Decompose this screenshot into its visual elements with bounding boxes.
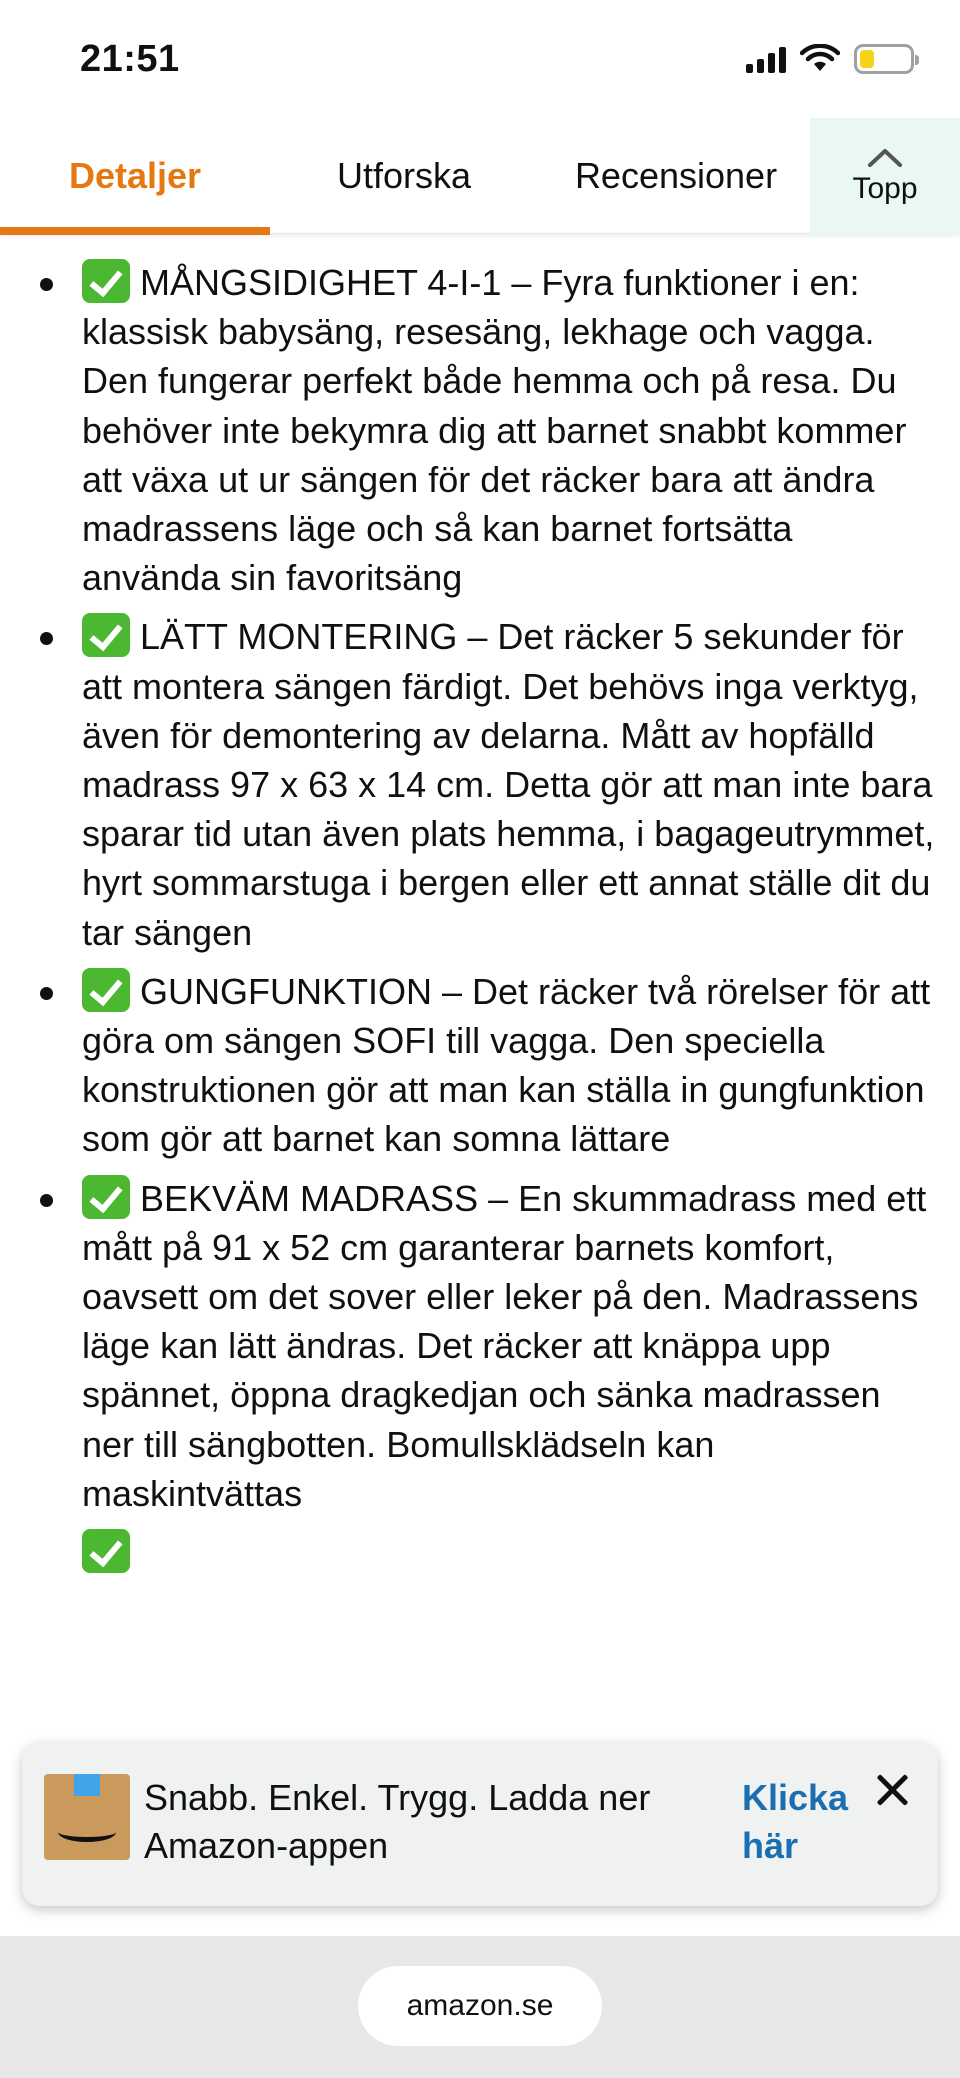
feature-bullet [82,967,940,1164]
check-mark-icon [82,613,130,657]
feature-text: GUNGFUNKTION – Det räcker två rörelser för att göra om sängen SOFI till vagga. Den speciella konstruktionen gör att man kan ställa in gungfunktion som gör att barnet kan somna lättare [82,970,931,1160]
tab-reviews[interactable]: Recensioner [574,155,778,196]
bullet-dot [40,987,53,1000]
feature-bullet-partial [82,1528,940,1577]
battery-icon [854,44,914,74]
bullet-dot [40,632,53,645]
product-details [0,258,960,1587]
amazon-app-logo-icon [44,1774,130,1860]
check-mark-icon [82,968,130,1012]
section-tab-bar [0,118,960,234]
feature-text: BEKVÄM MADRASS – En skummadrass med ett mått på 91 x 52 cm garanterar barnets komfort, oavsett om det sover eller leker på den. Madrassens läge kan lätt ändras. Det räcker att knäppa upp spännet, öppna dragkedjan och sänka madrassen ner till sängbotten. Bomullsklädseln kan maskintvättas [82,1177,927,1514]
tab-details[interactable]: Detaljer [68,155,202,196]
wifi-icon [800,44,840,74]
app-promo-banner [22,1742,938,1906]
check-mark-icon [82,259,130,303]
bullet-dot [40,1194,53,1207]
feature-bullet-list [0,258,960,1577]
status-icons [746,44,914,74]
feature-bullet [82,1174,940,1518]
chevron-up-icon [867,146,903,168]
cellular-signal-icon [746,45,786,73]
promo-message: Snabb. Enkel. Trygg. Ladda ner Amazon-appen [144,1777,651,1866]
feature-bullet [82,258,940,602]
bullet-dot [40,278,53,291]
status-bar [0,0,960,118]
close-icon[interactable] [868,1766,916,1814]
feature-text: LÄTT MONTERING – Det räcker 5 sekunder för att montera sängen färdigt. Det behövs inga verktyg, även för demontering av delarna. Mått av hopfälld madrass 97 x 63 x 14 cm. Detta gör att man inte bara sparar tid utan även plats hemma, i bagageutrymmet, hyrt sommarstuga i bergen eller ett annat ställe dit du tar sängen [82,616,935,953]
back-to-top-label: Topp [852,172,918,205]
feature-bullet [82,612,940,956]
feature-text: MÅNGSIDIGHET 4-I-1 – Fyra funktioner i en: klassisk babysäng, resesäng, lekhage och vagga. Den fungerar perfekt både hemma och på resa. Du behöver inte bekymra dig att barnet snabbt kommer att växa ut ur sängen för det räcker bara att ändra madrassens läge och så kan barnet fortsätta använda sin favoritsäng [82,262,907,599]
browser-bottom-bar [0,1936,960,2078]
promo-click-here-link[interactable]: Klicka här [742,1777,849,1866]
active-tab-indicator [0,227,270,235]
status-time: 21:51 [80,38,180,80]
check-mark-icon [82,1529,130,1573]
back-to-top-button[interactable] [810,118,960,234]
url-bar[interactable]: amazon.se [358,1966,602,2046]
check-mark-icon [82,1175,130,1219]
tab-explore[interactable]: Utforska [336,155,472,196]
